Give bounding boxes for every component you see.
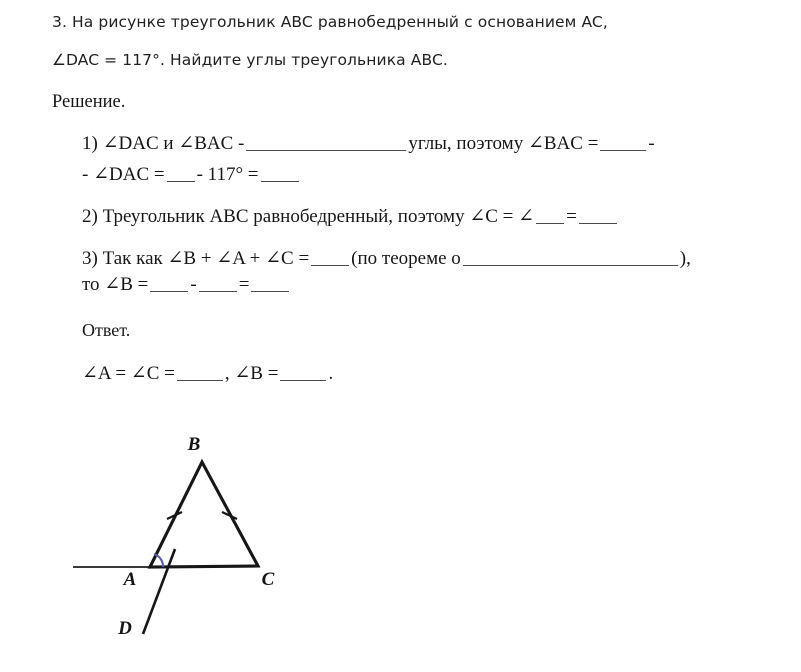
triangle-diagram [55,418,345,666]
answer-text-a: ∠A = ∠C = [82,363,175,384]
blank-answer-ac[interactable] [177,367,223,381]
step-1-text-b: углы, поэтому ∠BAC = [408,133,599,154]
blank-step3-b3[interactable] [251,278,289,292]
blank-step1-result[interactable] [261,168,299,182]
blank-step1-total[interactable] [167,168,195,182]
triangle-abc-path [150,462,258,567]
solution-heading: Решение. [52,92,126,112]
solution-step-1-sub [52,163,787,187]
step-3-sub-text-a: то ∠B = [82,274,149,295]
vertex-label-a: A [123,569,137,590]
blank-step1-bac[interactable] [600,137,646,151]
step-2-text-a: Треугольник ABC равнобедренный, поэтому ∠C = ∠ [102,206,535,227]
triangle-diagram-svg [55,418,345,666]
blank-step2-value[interactable] [579,210,617,224]
problem-statement-line-1: 3. На рисунке треугольник ABC равнобедренный с основанием AC, [52,13,608,31]
step-2-text-b: = [566,206,577,227]
blank-step1-type[interactable] [246,137,406,151]
vertex-label-b: B [187,434,201,455]
step-1-number: 1) [82,133,98,154]
blank-answer-b[interactable] [280,367,326,381]
vertex-label-c: C [261,569,275,590]
line-DA [143,549,175,634]
solution-step-3-sub [52,273,787,297]
step-3-text-a: Так как ∠B + ∠A + ∠C = [102,248,310,269]
step-3-sub-text-b: - [190,274,197,295]
blank-step3-b1[interactable] [150,278,188,292]
blank-step3-theorem[interactable] [463,252,678,266]
step-1-sub-text-b: - 117° = [196,164,259,185]
step-3-text-c: ), [679,248,691,269]
solution-step-1 [52,132,787,156]
answer-heading: Ответ. [82,320,131,340]
blank-step2-angle[interactable] [536,210,564,224]
step-3-sub-text-c: = [238,274,250,295]
vertex-label-d: D [118,618,132,639]
answer-text-c: . [328,363,334,384]
solution-step-3 [52,247,787,271]
answer-line [52,362,787,386]
step-1-text-c: - [648,133,655,154]
blank-step3-b2[interactable] [199,278,237,292]
problem-statement-line-2: ∠DAC = 117°. Найдите углы треугольника ABC. [52,51,448,69]
solution-step-2 [52,205,787,229]
blank-step3-sum[interactable] [311,252,349,266]
step-3-text-b: (по теореме о [351,248,461,269]
step-3-number: 3) [82,248,98,269]
problem-text-area [52,12,787,386]
step-1-text-a: ∠DAC и ∠BAC - [102,133,245,154]
answer-text-b: , ∠B = [224,363,279,384]
step-1-sub-text-a: - ∠DAC = [82,164,165,185]
step-2-number: 2) [82,206,98,227]
